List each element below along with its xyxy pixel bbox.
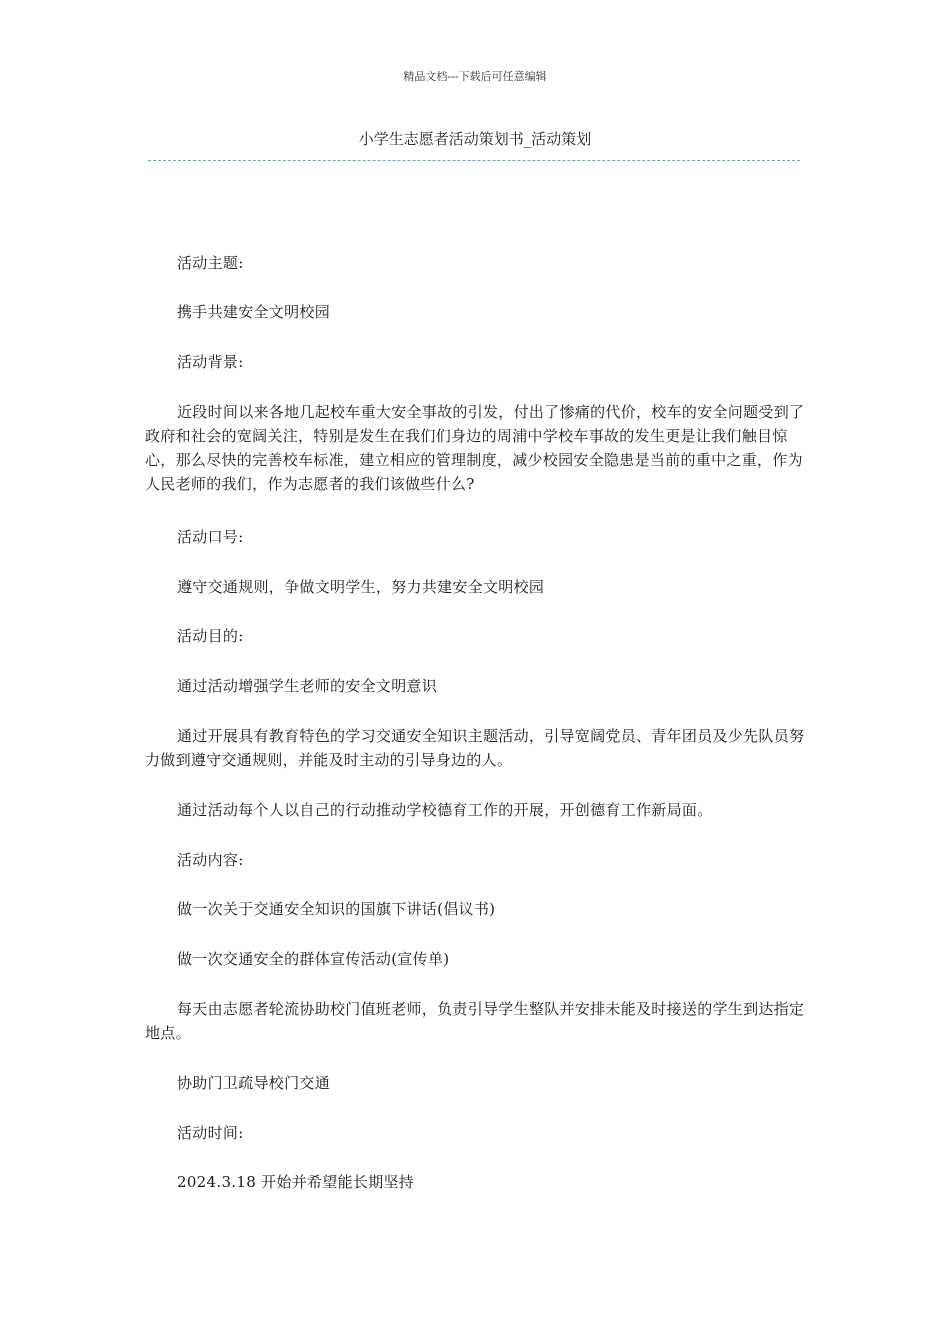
paragraph-content-1: 做一次关于交通安全知识的国旗下讲话(倡议书) xyxy=(177,900,496,918)
paragraph-content-2: 做一次交通安全的群体宣传活动(宣传单) xyxy=(177,950,450,968)
paragraph-purpose-label: 活动目的: xyxy=(177,627,244,645)
paragraph-content-4: 协助门卫疏导校门交通 xyxy=(177,1074,331,1092)
paragraph-time: 2024.3.18 开始并希望能长期坚持 xyxy=(177,1173,415,1191)
paragraph-purpose-2: 通过开展具有教育特色的学习交通安全知识主题活动，引导宽阔党员、青年团员及少先队员努力做到遵守交通规则，并能及时主动的引导身边的人。 xyxy=(145,727,805,769)
paragraph-content-label: 活动内容: xyxy=(177,851,244,869)
paragraph-background: 近段时间以来各地几起校车重大安全事故的引发，付出了惨痛的代价，校车的安全问题受到了政府和社会的宽阔关注，特别是发生在我们们身边的周浦中学校车事故的发生更是让我们触目惊心，那么尽快的完善校车标准，建立相应的管理制度，减少校园安全隐患是当前的重中之重，作为人民老师的我们，作为志愿者的我们该做些什么? xyxy=(145,403,805,493)
paragraph-background-label: 活动背景: xyxy=(177,353,244,371)
paragraph-theme-label: 活动主题: xyxy=(177,254,244,272)
paragraph-content-3: 每天由志愿者轮流协助校门值班老师，负责引导学生整队并安排未能及时接送的学生到达指定地点。 xyxy=(145,1000,805,1042)
paragraph-slogan: 遵守交通规则，争做文明学生，努力共建安全文明校园 xyxy=(177,578,545,596)
title-divider xyxy=(148,160,800,161)
header-note: 精品文档---下载后可任意编辑 xyxy=(403,70,547,83)
paragraph-theme: 携手共建安全文明校园 xyxy=(177,303,331,321)
document-title: 小学生志愿者活动策划书_活动策划 xyxy=(358,130,592,148)
paragraph-purpose-3: 通过活动每个人以自己的行动推动学校德育工作的开展，开创德育工作新局面。 xyxy=(177,801,713,819)
paragraph-purpose-1: 通过活动增强学生老师的安全文明意识 xyxy=(177,677,438,695)
paragraph-slogan-label: 活动口号: xyxy=(177,528,244,546)
paragraph-time-label: 活动时间: xyxy=(177,1124,244,1142)
